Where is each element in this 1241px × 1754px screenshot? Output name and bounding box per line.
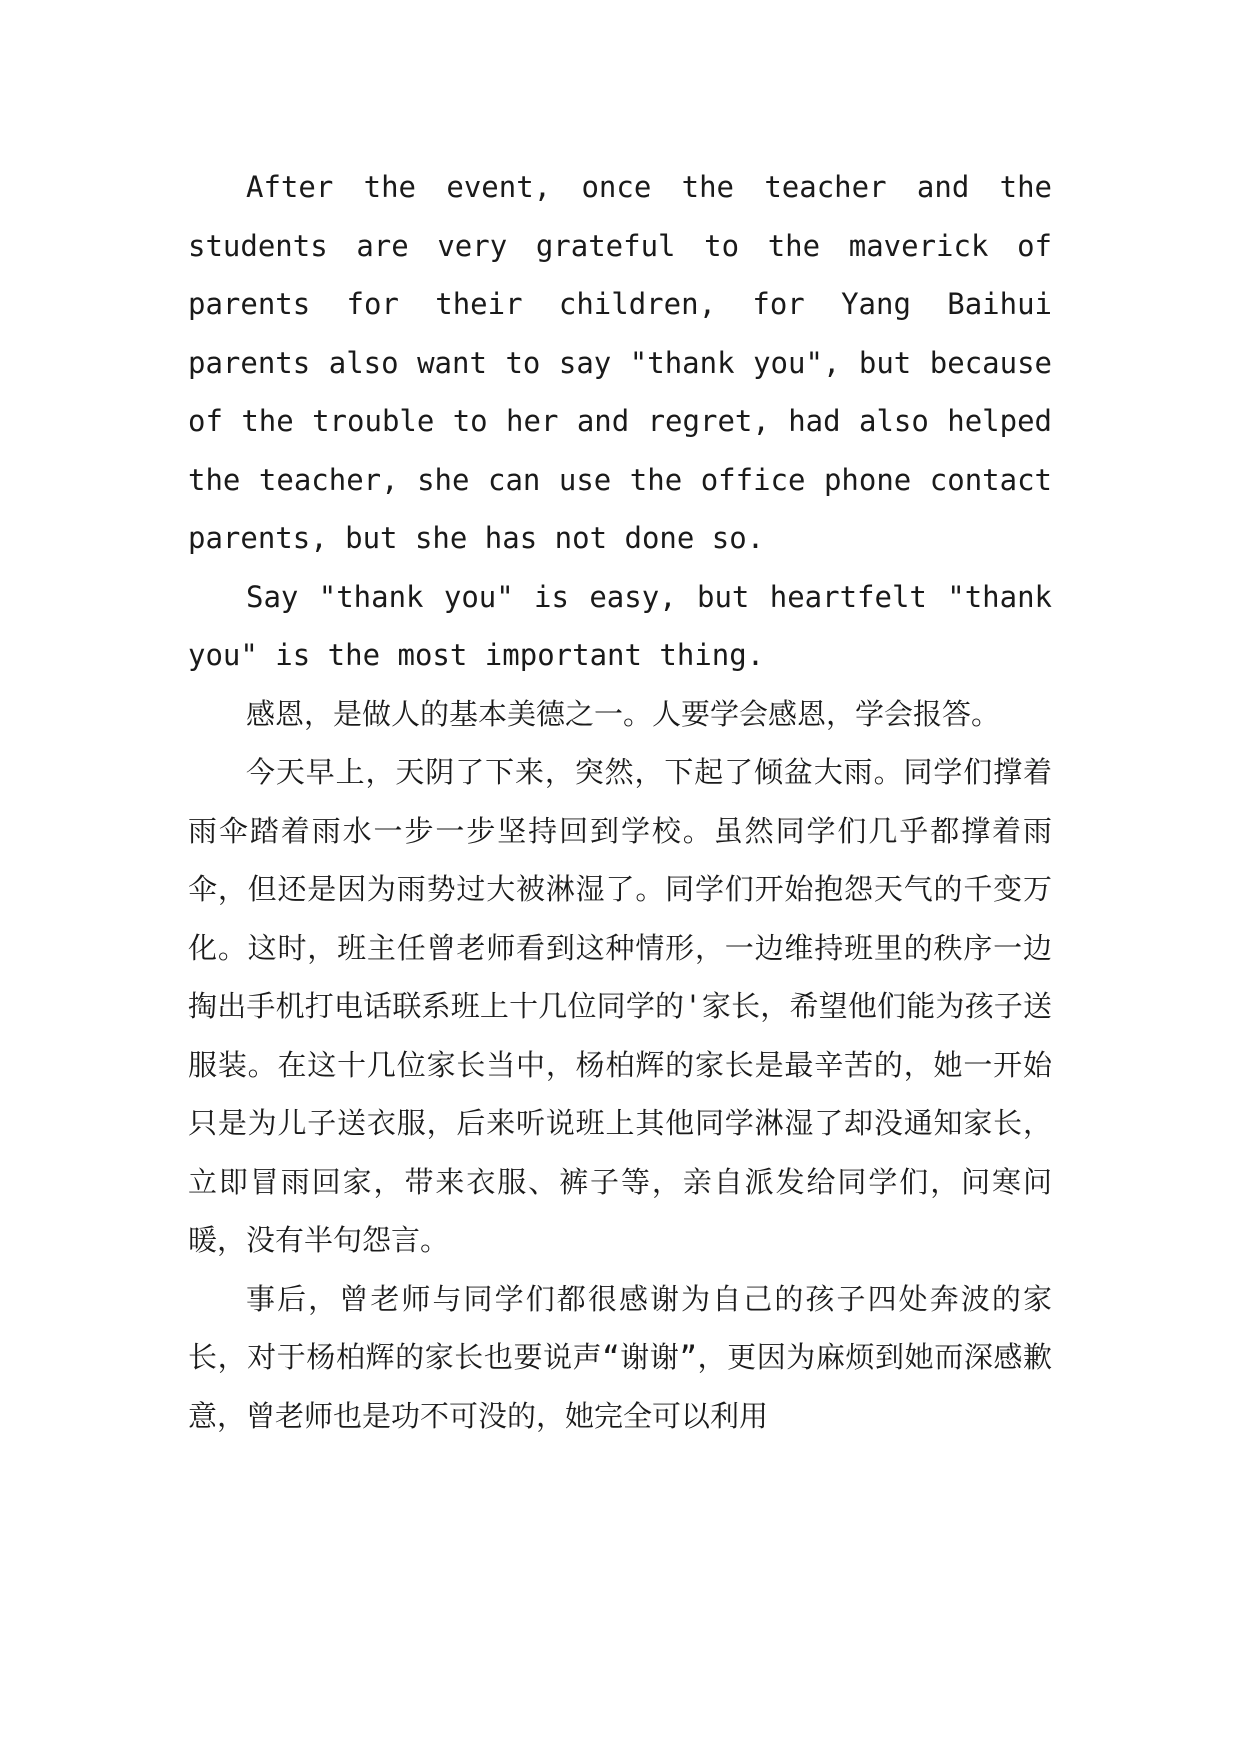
paragraph-en-thank-you: Say "thank you" is easy, but heartfelt "thank you" is the most important thing.: [188, 579, 1052, 672]
paragraph-zh-gratitude-virtue: 感恩，是做人的基本美德之一。人要学会感恩，学会报答。: [246, 696, 1001, 731]
paragraph-en-gratitude-event: After the event, once the teacher and the students are very grateful to the maverick of parents for their children, for Yang Baihui parents also want to say "thank you", but because of the trouble to her and regret, had also helped the teacher, she can use the office phone contact parents, but she has not done so.: [188, 170, 1052, 555]
paragraph-zh-rainy-morning: 今天早上，天阴了下来，突然，下起了倾盆大雨。同学们撑着雨伞踏着雨水一步一步坚持回到学校。虽然同学们几乎都撑着雨伞，但还是因为雨势过大被淋湿了。同学们开始抱怨天气的千变万化。这时，班主任曾老师看到这种情形，一边维持班里的秩序一边掏出手机打电话联系班上十几位同学的'家长，希望他们能为孩子送服装。在这十几位家长当中，杨柏辉的家长是最辛苦的，她一开始只是为儿子送衣服，后来听说班上其他同学淋湿了却没通知家长，立即冒雨回家，带来衣服、裤子等，亲自派发给同学们，问寒问暖，没有半句怨言。: [188, 755, 1052, 1257]
document-body: [188, 158, 1052, 1445]
paragraph-zh-after-event: 事后，曾老师与同学们都很感谢为自己的孩子四处奔波的家长，对于杨柏辉的家长也要说声“谢谢”，更因为麻烦到她而深感歉意，曾老师也是功不可没的，她完全可以利用: [188, 1281, 1052, 1433]
